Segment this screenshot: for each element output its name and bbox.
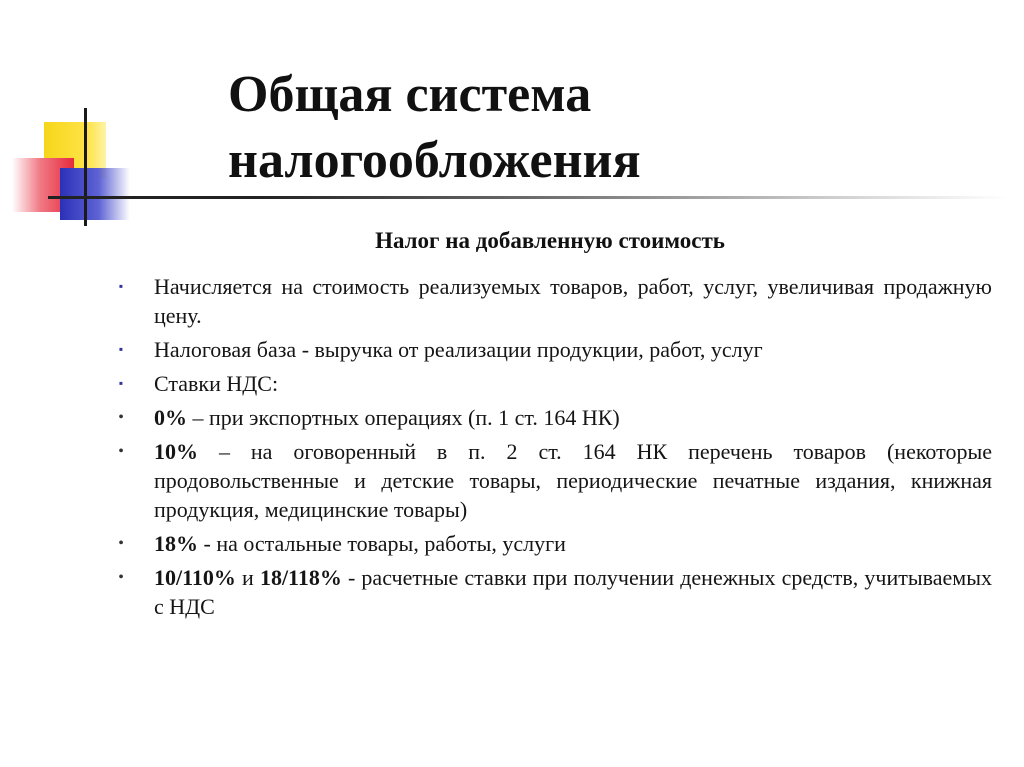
square-bullet-icon: ▪ (118, 279, 124, 293)
page-title (228, 62, 988, 194)
bullet-text: Налоговая база - выручка от реализации продукции, работ, услуг (154, 337, 763, 362)
bullet-text: - на остальные товары, работы, услуги (198, 531, 566, 556)
rate-value: 18% (154, 531, 198, 556)
list-item (112, 437, 992, 524)
bullet-text: Начисляется на стоимость реализуемых товаров, работ, услуг, увеличивая продажную цену. (154, 274, 992, 328)
rate-value: 0% (154, 405, 187, 430)
dot-bullet-icon: • (118, 535, 124, 552)
decorative-logo-blocks (0, 0, 140, 240)
rate-value: 10/110% (154, 565, 236, 590)
title-line-2: налогообложения (228, 132, 641, 189)
list-item (112, 403, 992, 432)
vertical-rule-decoration (84, 108, 87, 226)
bullet-list (112, 272, 992, 626)
list-item (112, 563, 992, 621)
bullet-text: - расчетные ставки при получении денежных средств, учитываемых с НДС (154, 565, 992, 619)
rate-value: 10% (154, 439, 198, 464)
dot-bullet-icon: • (118, 569, 124, 586)
dot-bullet-icon: • (118, 443, 124, 460)
title-line-1: Общая система (228, 66, 592, 123)
bullet-text: Ставки НДС: (154, 371, 279, 396)
bullet-text: – при экспортных операциях (п. 1 ст. 164 НК) (187, 405, 620, 430)
square-bullet-icon: ▪ (118, 342, 124, 356)
list-item (112, 529, 992, 558)
title-underline-rule (48, 196, 1008, 199)
bullet-text: – на оговоренный в п. 2 ст. 164 НК перечень товаров (некоторые продовольственные и детские товары, периодические печатные издания, книжная продукция, медицинские товары) (154, 439, 992, 522)
square-bullet-icon: ▪ (118, 376, 124, 390)
list-item (112, 369, 992, 398)
rate-value: 18/118% (259, 565, 342, 590)
list-item (112, 272, 992, 330)
blue-square-decoration (60, 168, 130, 220)
bullet-connector: и (235, 565, 260, 590)
list-item (112, 335, 992, 364)
dot-bullet-icon: • (118, 409, 124, 426)
section-subtitle: Налог на добавленную стоимость (375, 228, 725, 253)
